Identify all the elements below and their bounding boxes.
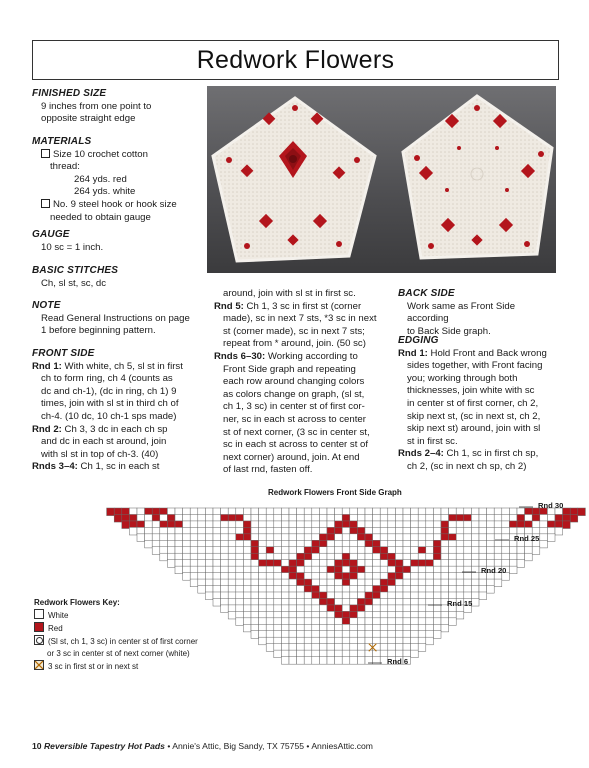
key-item: or 3 sc in center st of next corner (white) bbox=[47, 649, 190, 658]
red-square-icon bbox=[34, 622, 44, 632]
white-square-icon bbox=[34, 609, 44, 619]
round-label: Rnd 15 bbox=[447, 599, 473, 608]
materials-line: thread: bbox=[50, 161, 80, 173]
edging-heading: EDGING bbox=[398, 335, 439, 346]
note-heading: NOTE bbox=[32, 300, 61, 311]
graph-cell bbox=[319, 657, 327, 665]
graph-cell bbox=[190, 579, 198, 587]
instruction-line: Rnd 1: With white, ch 5, sl st in first bbox=[32, 360, 183, 372]
graph-cell bbox=[555, 527, 563, 535]
instruction-line: skip next st) around, join with sl bbox=[407, 423, 541, 435]
graph-cell bbox=[160, 553, 168, 561]
materials-line: 264 yds. red bbox=[74, 173, 127, 185]
instruction-line: Rnds 3–4: Ch 1, sc in each st bbox=[32, 461, 160, 473]
graph-caption: Redwork Flowers Front Side Graph bbox=[268, 488, 402, 497]
instruction-line: Rnds 6–30: Working according to bbox=[214, 350, 358, 362]
graph-cell bbox=[357, 657, 365, 665]
graph-cell bbox=[327, 657, 335, 665]
graph-cell bbox=[342, 657, 350, 665]
graph-cell bbox=[198, 586, 206, 594]
instruction-line: Rnd 5: Ch 1, 3 sc in first st (corner bbox=[214, 300, 362, 312]
instruction-line: in center st of first corner, ch 2, bbox=[407, 397, 539, 409]
graph-cell bbox=[281, 657, 289, 665]
graph-cell bbox=[114, 514, 122, 522]
instruction-line: ner, sc in each st across to center bbox=[223, 413, 366, 425]
graph-cell bbox=[228, 611, 236, 619]
graph-cell bbox=[213, 598, 221, 606]
graph-cell bbox=[289, 657, 297, 665]
graph-cell bbox=[183, 573, 191, 581]
graph-cell bbox=[433, 631, 441, 639]
round-label: Rnd 30 bbox=[538, 501, 564, 510]
instruction-line: each row around changing colors bbox=[223, 376, 365, 388]
circle-square-icon bbox=[34, 635, 44, 645]
instruction-line: skip next st, (sc in next st, ch 2, bbox=[407, 410, 541, 422]
round-label: Rnd 25 bbox=[514, 534, 540, 543]
instruction-line: and dc in each st around, join bbox=[41, 436, 167, 448]
graph-cell bbox=[335, 657, 343, 665]
x-square-icon bbox=[34, 660, 44, 670]
graph-cell bbox=[175, 566, 183, 574]
instruction-line: Rnds 2–4: Ch 1, sc in first ch sp, bbox=[398, 448, 539, 460]
graph-cell bbox=[418, 644, 426, 652]
graph-cell bbox=[152, 547, 160, 555]
instruction-line: ch to form ring, ch 4 (counts as bbox=[41, 373, 173, 385]
gauge-text: 10 sc = 1 inch. bbox=[41, 241, 104, 253]
basic-stitches-heading: BASIC STITCHES bbox=[32, 265, 119, 276]
instruction-line: next corner) around, join. At end bbox=[223, 451, 360, 463]
gauge-heading: GAUGE bbox=[32, 229, 70, 240]
finished-size-line: 9 inches from one point to bbox=[41, 100, 152, 112]
round-label: Rnd 6 bbox=[387, 657, 409, 666]
graph-cell bbox=[411, 650, 419, 658]
materials-line: 264 yds. white bbox=[74, 186, 136, 198]
instruction-line: Rnd 2: Ch 3, 3 dc in each ch sp bbox=[32, 423, 168, 435]
instruction-line: you; working through both bbox=[407, 372, 518, 384]
graph-cell bbox=[487, 586, 495, 594]
instruction-line: ch 2, (sc in next ch sp, ch 2) bbox=[407, 460, 527, 472]
graph-cell bbox=[205, 592, 213, 600]
instruction-line: Rnd 1: Hold Front and Back wrong bbox=[398, 347, 547, 359]
graph-cell bbox=[578, 508, 586, 516]
graph-cell bbox=[456, 611, 464, 619]
graph-cell bbox=[266, 644, 274, 652]
graph-cell bbox=[274, 650, 282, 658]
graph-cell bbox=[525, 553, 533, 561]
graph-cell bbox=[259, 637, 267, 645]
instruction-line: around, join with sl st in first sc. bbox=[223, 288, 356, 299]
graph-cell bbox=[449, 618, 457, 626]
instruction-line: Front Side graph and repeating bbox=[223, 363, 356, 375]
graph-key bbox=[34, 597, 198, 673]
graph-cell bbox=[221, 605, 229, 613]
graph-cell bbox=[441, 624, 449, 632]
instruction-line: of last rnd, fasten off. bbox=[223, 464, 313, 476]
graph-cell bbox=[426, 637, 434, 645]
instruction-line: ch 1, 3 sc) in center st of first cor- bbox=[223, 401, 365, 413]
graph-cell bbox=[251, 631, 259, 639]
graph-cell bbox=[129, 527, 137, 535]
graph-cell bbox=[570, 514, 578, 522]
graph-cell bbox=[243, 624, 251, 632]
back-side-heading: BACK SIDE bbox=[398, 288, 455, 299]
graph-cell bbox=[122, 521, 130, 529]
graph-cell bbox=[107, 508, 115, 516]
instruction-line: dc and ch-1), (dc in ring, ch 1) 9 bbox=[41, 385, 177, 397]
graph-cell bbox=[304, 657, 312, 665]
instruction-line: as colors change on graph, (sl st, bbox=[223, 388, 365, 400]
graph-cell bbox=[350, 657, 358, 665]
page-title: Redwork Flowers bbox=[196, 45, 395, 74]
graph-cell bbox=[471, 598, 479, 606]
instruction-line: ch-4. (10 dc, 10 ch-1 sps made) bbox=[41, 410, 177, 422]
back-side-line: to Back Side graph. bbox=[407, 325, 491, 337]
instruction-line: sc in each st across to center st of bbox=[223, 439, 369, 451]
instruction-line: st in first sc. bbox=[407, 435, 458, 447]
key-item: White bbox=[34, 609, 198, 622]
instruction-line: repeat from * around, join. (50 sc) bbox=[223, 338, 366, 350]
round-label: Rnd 20 bbox=[481, 566, 507, 575]
key-item: Red bbox=[34, 622, 198, 635]
back-side-line: Work same as Front Side according bbox=[407, 300, 516, 325]
basic-stitches-text: Ch, sl st, sc, dc bbox=[41, 277, 107, 289]
instruction-line: thicknesses, join white with sc bbox=[407, 385, 535, 397]
instruction-line: with sl st in top of ch-3. (40) bbox=[41, 448, 159, 460]
materials-item: No. 9 steel hook or hook size bbox=[32, 199, 204, 212]
instruction-line: times, join with sl st in third ch of bbox=[41, 398, 179, 410]
graph-cell bbox=[540, 540, 548, 548]
graph-cell bbox=[563, 521, 571, 529]
instruction-line: sides together, with Front facing bbox=[407, 360, 543, 372]
instruction-line: st (corner made), sc in next 7 sts; bbox=[223, 325, 365, 337]
materials-item: Size 10 crochet cotton bbox=[32, 149, 204, 162]
graph-cell bbox=[517, 560, 525, 568]
graph-cell bbox=[137, 534, 145, 542]
key-item: (Sl st, ch 1, 3 sc) in center st of first corner bbox=[34, 635, 198, 648]
note-line: Read General Instructions on page bbox=[41, 312, 190, 324]
graph-cell bbox=[145, 540, 153, 548]
publisher-info: • Annie's Attic, Big Sandy, TX 75755 • AnniesAttic.com bbox=[167, 741, 373, 751]
page-footer bbox=[32, 741, 373, 751]
graph-cell bbox=[312, 657, 320, 665]
instruction-line: made), sc in next 7 sts, *3 sc in next bbox=[223, 313, 377, 325]
graph-cell bbox=[494, 579, 502, 587]
front-side-heading: FRONT SIDE bbox=[32, 348, 95, 359]
materials-line: needed to obtain gauge bbox=[50, 211, 151, 223]
page-number: 10 bbox=[32, 741, 42, 751]
finished-size-heading: FINISHED SIZE bbox=[32, 88, 107, 99]
graph-cell bbox=[236, 618, 244, 626]
graph-cell bbox=[547, 534, 555, 542]
finished-size-line: opposite straight edge bbox=[41, 113, 136, 125]
book-title: Reversible Tapestry Hot Pads bbox=[43, 741, 165, 751]
key-item: 3 sc in first st or in next st bbox=[34, 660, 198, 673]
materials-heading: MATERIALS bbox=[32, 136, 92, 147]
instruction-line: st of next corner, (3 sc in center st, bbox=[223, 426, 370, 438]
graph-cell bbox=[532, 547, 540, 555]
graph-cell bbox=[167, 560, 175, 568]
graph-cell bbox=[297, 657, 305, 665]
key-heading: Redwork Flowers Key: bbox=[34, 598, 120, 607]
graph-cell bbox=[479, 592, 487, 600]
note-line: 1 before beginning pattern. bbox=[41, 325, 156, 337]
graph-cell bbox=[509, 566, 517, 574]
